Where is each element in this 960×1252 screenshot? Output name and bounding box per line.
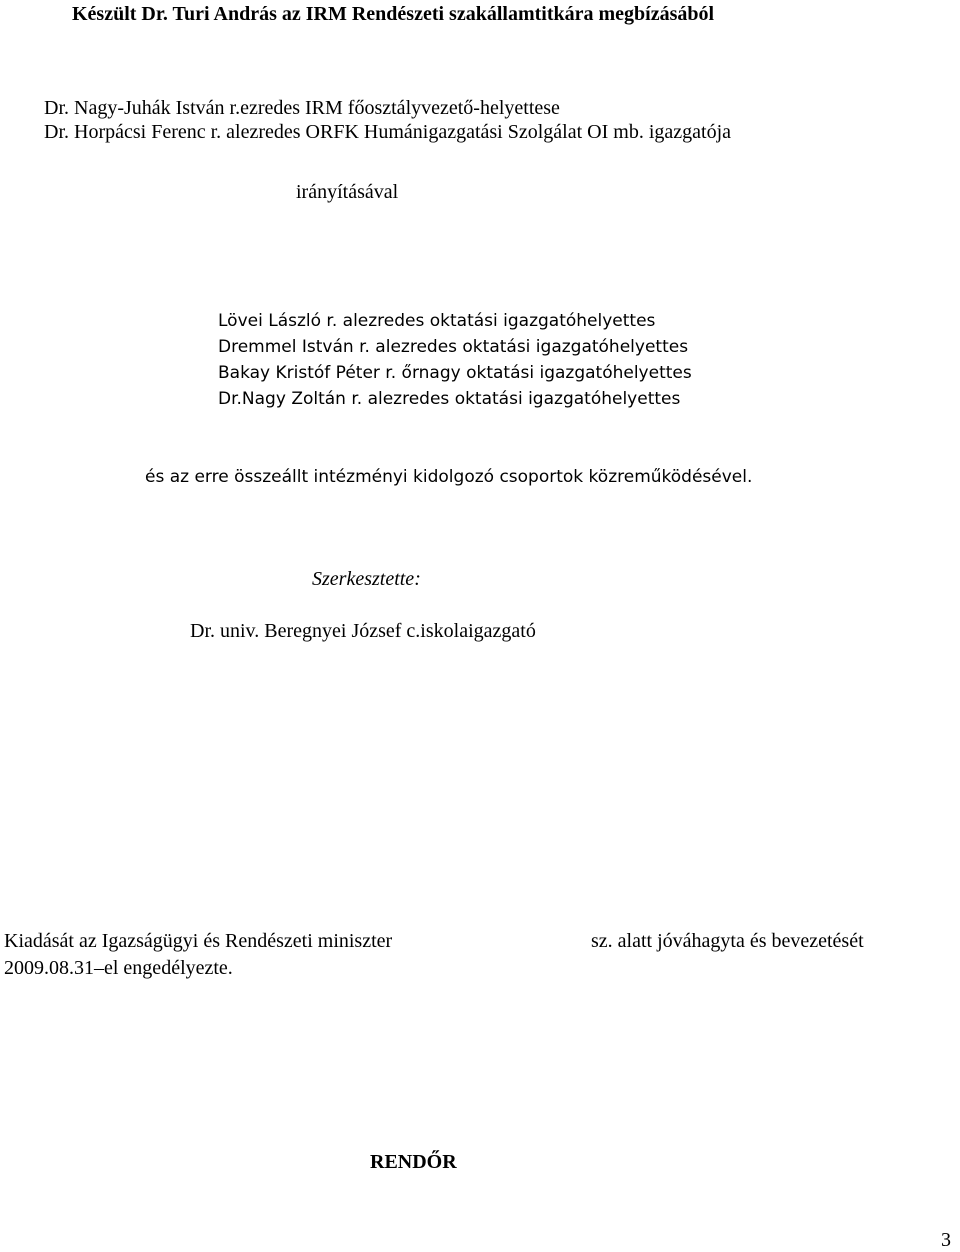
editor-line: Dr. univ. Beregnyei József c.iskolaigazgató <box>190 620 536 642</box>
deputy-line: Lövei László r. alezredes oktatási igazgatóhelyettes <box>218 311 656 331</box>
leader-line: Dr. Nagy-Juhák István r.ezredes IRM főosztályvezető-helyettese <box>44 97 560 119</box>
deputy-line: Dr.Nagy Zoltán r. alezredes oktatási igazgatóhelyettes <box>218 389 681 409</box>
leader-line: Dr. Horpácsi Ferenc r. alezredes ORFK Humánigazgatási Szolgálat OI mb. igazgatója <box>44 121 732 143</box>
approval-line-left: Kiadását az Igazságügyi és Rendészeti miniszter <box>4 930 393 952</box>
deputy-line: Dremmel István r. alezredes oktatási igazgatóhelyettes <box>218 337 689 357</box>
cooperation-line: és az erre összeállt intézményi kidolgozó csoportok közreműködésével. <box>145 467 753 487</box>
deputy-line: Bakay Kristóf Péter r. őrnagy oktatási igazgatóhelyettes <box>218 363 692 383</box>
direction-label: irányításával <box>296 181 399 203</box>
approval-date-line: 2009.08.31–el engedélyezte. <box>4 957 233 979</box>
approval-line-right: sz. alatt jóváhagyta és bevezetését <box>591 930 864 952</box>
page-title: RENDŐR <box>370 1151 457 1173</box>
edited-label: Szerkesztette: <box>312 568 421 590</box>
page-number: 3 <box>941 1229 951 1251</box>
credits-heading: Készült Dr. Turi András az IRM Rendészeti szakállamtitkára megbízásából <box>72 3 715 25</box>
